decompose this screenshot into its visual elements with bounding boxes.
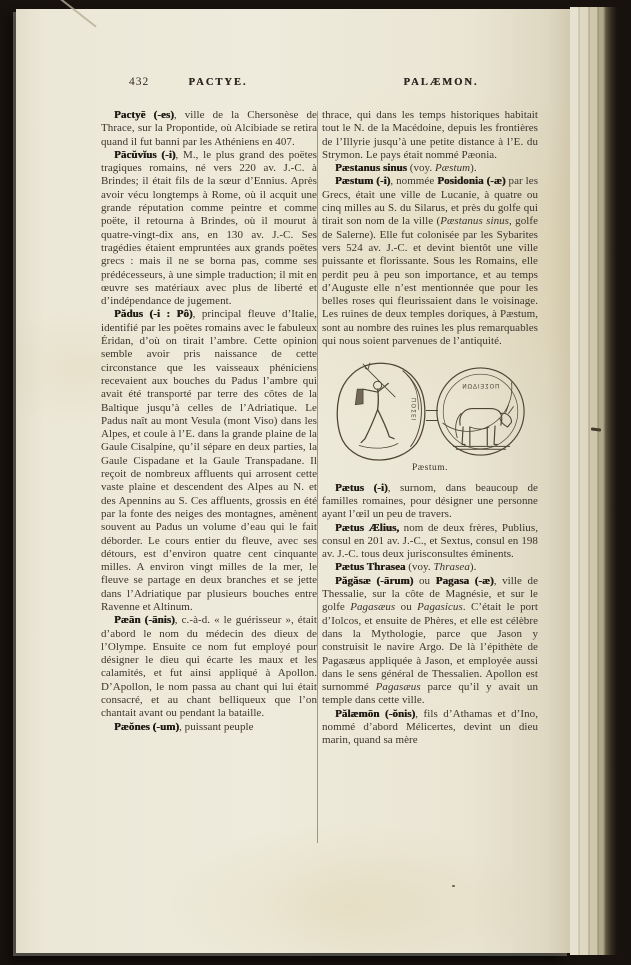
text-run: , principal fleuve d’Italie, identifié par les poëtes romains avec le fabuleux Éridan, d’où on tirait l’ambre. Cette opinion semble avoir pris naissance de cette circonstance que les vaisseaux phéniciens recevaient aux bouches du Padus l’ambre qui avait été transporté par terre des côtes de la Baltique jusqu’à celles de l’Adriatique. Le Padus naît au mont Vesula (mont Viso) dans les Alpes, et coule à l’E. dans la grande plaine de la Gaule Cisalpine, qu’il sépare en deux parties, la Gaule Cispadane et la Gaule Transpadane. Il reçoit de nombreux affluents qui arrosent cette vaste plaine et descendent des Alpes au N. et des Apennins au S. Ces affluents, grossis en été par la fonte des neiges des montagnes, amènent souvent au Padus un volume d’eau qui le fait déborder. Le cours entier du fleuve, avec ses détours, est d’environ quatre cent cinquante milles. A environ vingt milles de la mer, le fleuve se partage en deux branches et se jette dans l’Adriatique par plusieurs bouches entre Ravenne et Altinum. (101, 308, 317, 613)
dictionary-entry (101, 109, 317, 149)
coin-figure (322, 361, 538, 475)
dictionary-entry (322, 575, 538, 708)
text-run: thrace, qui dans les temps historiques habitait tout le N. de la Macédoine, depuis les frontières de l’Illyrie jusqu’à une petite distance à l’E. du Strymon. Le pays était nommé Pæonia. (322, 109, 538, 161)
italic-term: Pagasæus (375, 681, 421, 694)
left-column (101, 109, 317, 734)
dictionary-entry (322, 109, 538, 162)
text-run: , puissant peuple (179, 720, 254, 733)
text-run: ou (395, 601, 418, 614)
text-run: , fils d’Athamas et d’Ino, nommé d’abord Mélicertes, devint un dieu marin, quand sa mère (322, 707, 538, 747)
text-run: parce qu’il y avait un temple dans cette ville. (322, 681, 538, 707)
dictionary-entry (322, 708, 538, 748)
column-divider (317, 111, 318, 843)
figure-caption: Pæstum. (412, 463, 448, 474)
dictionary-entry (101, 614, 317, 720)
reverse-legend: ΠΟΣΕΙΔΩΝ (461, 383, 500, 391)
headword: Pæstum (-i) (335, 175, 391, 188)
dictionary-entry (101, 721, 317, 734)
running-head-left: PACTYE. (188, 77, 248, 88)
page-number: 432 (129, 76, 150, 88)
italic-term: Pæstum (435, 162, 471, 175)
text-run: (voy. (406, 162, 435, 175)
headword: Pălæmōn (-ŏnis) (335, 707, 416, 720)
text-run: (voy. (405, 561, 434, 574)
dictionary-entry (322, 482, 538, 522)
headword: Pactyē (-es) (114, 109, 174, 121)
text-run: nom de deux frères, Publius, consul en 201 av. J.-C., et Sextus, consul en 198 av. J.-C. tous deux jurisconsultes éminents. (322, 521, 538, 561)
headword: Pădus (-i : Pô) (114, 308, 193, 321)
text-run: ). (470, 162, 477, 175)
coin-connector (426, 410, 438, 421)
text-run: . C’était le port d’Iolcos, et ensuite de Phères, et elle est célèbre dans la Mythologie, parce que Jason y construisit le navire Argo. De là l’épithète de Pagasæus appliquée à Jason, et employée aussi dans le sens général de Thessalien. Apollon est surnommé (322, 601, 538, 694)
headword: Pætus Ælius, (335, 521, 400, 534)
text-run: , surnom, dans beaucoup de familles romaines, pour désigner une personne ayant l’œil un peu de travers. (322, 481, 538, 521)
running-head-right: PALÆMON. (403, 77, 479, 88)
dictionary-entry (322, 561, 538, 574)
dictionary-entry (322, 175, 538, 348)
right-column (322, 109, 538, 748)
headword: Păgăsæ (-ārum) (335, 574, 414, 587)
headword: Pæŏnes (-um) (114, 720, 180, 733)
text-run: par les Grecs, était une ville de Lucanie, à quatre ou cinq milles au S. du Silarus, et près du golfe qui tirait son nom de la ville ( (322, 175, 539, 228)
headword: Pætus (-i) (335, 481, 388, 494)
headword: Pætus Thrasea (335, 561, 406, 574)
coin-obverse-poseidon-illustration (333, 361, 430, 462)
obverse-legend: ΠΟΣΕΙ (409, 398, 416, 423)
headword: Pæstanus sinus (335, 162, 407, 175)
text-run: ou (413, 574, 436, 587)
italic-term: Pæstanus sinus (440, 215, 510, 228)
coin-reverse-bull-illustration (434, 363, 527, 460)
dictionary-entry (322, 162, 538, 175)
dictionary-entry (322, 522, 538, 562)
book-page (16, 9, 570, 953)
text-run: , ville de la Chersonèse de Thrace, sur la Propontide, où Alcibiade se retira quand il fut banni par les Athéniens en 407. (101, 109, 317, 148)
headword: Posidonia (-æ) (437, 175, 506, 188)
coin-row (322, 361, 538, 462)
text-run: , c.-à-d. « le guérisseur », était d’abord le nom du médecin des dieux de l’Olympe. Ensuite ce nom fut employé pour désigner le dieu qui écarte les maux et les calamités, et fut ainsi appliqué à Apollon. D’Apollon, le nom passa au chant qui lui était consacré, et au chant belliqueux que l’on chantait avant ou pendant la bataille. (101, 614, 317, 720)
headword: Pæān (-ānis) (114, 614, 175, 627)
text-run: , ville de Thessalie, sur la côte de Magnésie, et sur le golfe (322, 574, 539, 614)
dictionary-entry (101, 308, 317, 614)
text-run: , nommée (390, 175, 438, 188)
italic-term: Thrasea (433, 561, 470, 574)
page-edge-stack (570, 7, 618, 955)
italic-term: Pagasæus (350, 601, 396, 614)
italic-term: Pagasicus (417, 601, 463, 614)
text-run: , golfe de Salerne). Elle fut colonisée par les Sybarites vers 524 av. J.-C. et devint bientôt une ville puissante et florissante. Sous les Romains, elle perdit peu à peu son importance, et au temps d’Auguste elle n’est mentionnée que pour les belles roses qui fleurissaient dans le voisinage. Les ruines de deux temples doriques, à Pæstum, sont au nombre des ruines les plus remarquables qui nous soient parvenues de l’antiquité. (322, 215, 538, 348)
dictionary-entry (101, 149, 317, 309)
right-column-top (322, 109, 538, 348)
headword: Pācŭvĭus (-i) (114, 148, 176, 161)
headword: Pagasa (-æ) (435, 574, 494, 587)
text-run: ). (469, 561, 477, 574)
text-run: , M., le plus grand des poëtes tragiques romains, né vers 220 av. J.-C. à Brindes; il était fils de la sœur d’Ennius. Après avoir vécu longtemps à Rome, où il acquit une grande réputation comme peintre et comme poëte, il retourna à Brindes, où il mourut à quatre-vingt-dix ans, en 130 av. J.-C. Ses tragédies étaient empruntées aux grands poëtes grecs : mais il ne se borna pas, comme ses prédécesseurs, à une simple traduction; il mit en œuvre ses matériaux avec plus de liberté et d’indépendance de jugement. (101, 148, 317, 308)
right-column-bottom (322, 482, 538, 748)
paper-speck (452, 885, 455, 887)
